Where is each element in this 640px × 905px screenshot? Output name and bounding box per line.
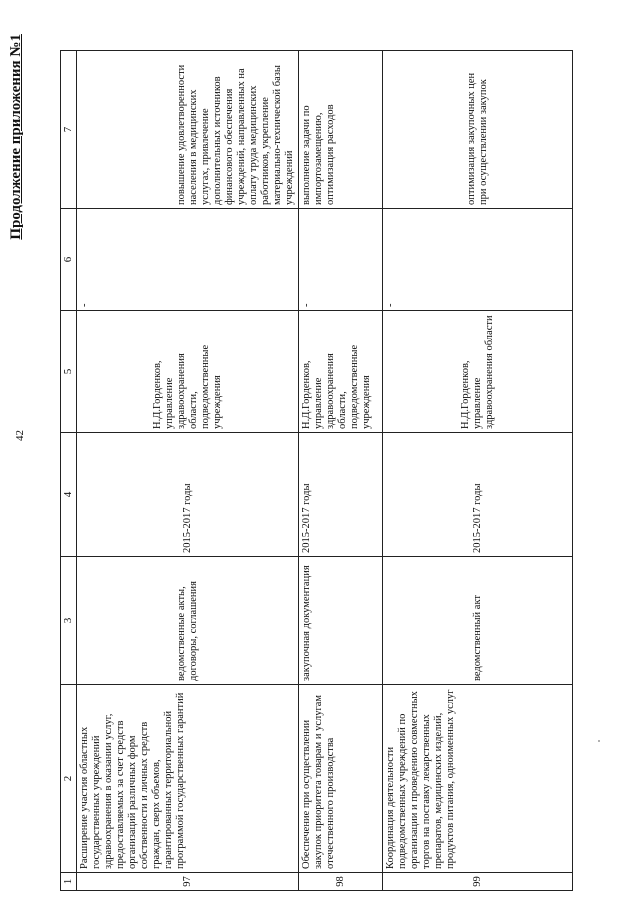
page-title: Продолжение приложения №1 (8, 34, 24, 240)
term-cell: 2015-2017 годы (299, 433, 383, 557)
column-header: 7 (61, 51, 77, 209)
event-cell: Расширение участия областных государственных учреждений здравоохранения в оказании услуг, предоставляемых за счет средств организаций различных форм собственности и личных средств граждан, сверх объемов, гарантированных территориальной программой государственных гарантий (77, 685, 299, 873)
event-cell: Обеспечение при осуществлении закупок приоритета товарам и услугам отечественного производства (299, 685, 383, 873)
column-header: 2 (61, 685, 77, 873)
row-number: 98 (299, 873, 383, 891)
document-cell: ведомственный акт (383, 557, 573, 685)
column-header: 4 (61, 433, 77, 557)
funding-cell: - (383, 209, 573, 311)
executor-cell: Н.Д.Горденков, управление здравоохранения области (383, 311, 573, 433)
funding-cell: - (299, 209, 383, 311)
table-row (299, 51, 383, 891)
table-row (77, 51, 299, 891)
executor-cell: Н.Д.Горденков, управление здравоохранения области, подведомственные учреждения (77, 311, 299, 433)
table-header-row (61, 51, 77, 891)
column-header: 3 (61, 557, 77, 685)
result-cell: выполнение задачи по импортозамещению, оптимизация расходов (299, 51, 383, 209)
page-number: 42 (14, 430, 26, 441)
result-cell: оптимизация закупочных цен при осуществлении закупок (383, 51, 573, 209)
event-cell: Координация деятельности подведомственных учреждений по организации и проведению совместных торгов на поставку лекарственных препаратов, медицинских изделий, продуктов питания, одноименных услуг (383, 685, 573, 873)
scan-speck (598, 740, 600, 742)
document-cell: ведомственные акты, договоры, соглашения (77, 557, 299, 685)
column-header: 1 (61, 873, 77, 891)
column-header: 5 (61, 311, 77, 433)
funding-cell: - (77, 209, 299, 311)
table-row (383, 51, 573, 891)
term-cell: 2015-2017 годы (383, 433, 573, 557)
measures-table (60, 50, 573, 891)
result-cell: повышение удовлетворенности населения в медицинских услугах, привлечение дополнительных источников финансового обеспечения учреждений, направленных на оплату труда медицинских работников, укрепление материально-технической базы учреждений (77, 51, 299, 209)
term-cell: 2015-2017 годы (77, 433, 299, 557)
executor-cell: Н.Д.Горденков, управление здравоохранения области, подведомственные учреждения (299, 311, 383, 433)
row-number: 99 (383, 873, 573, 891)
document-cell: закупочная документация (299, 557, 383, 685)
row-number: 97 (77, 873, 299, 891)
column-header: 6 (61, 209, 77, 311)
